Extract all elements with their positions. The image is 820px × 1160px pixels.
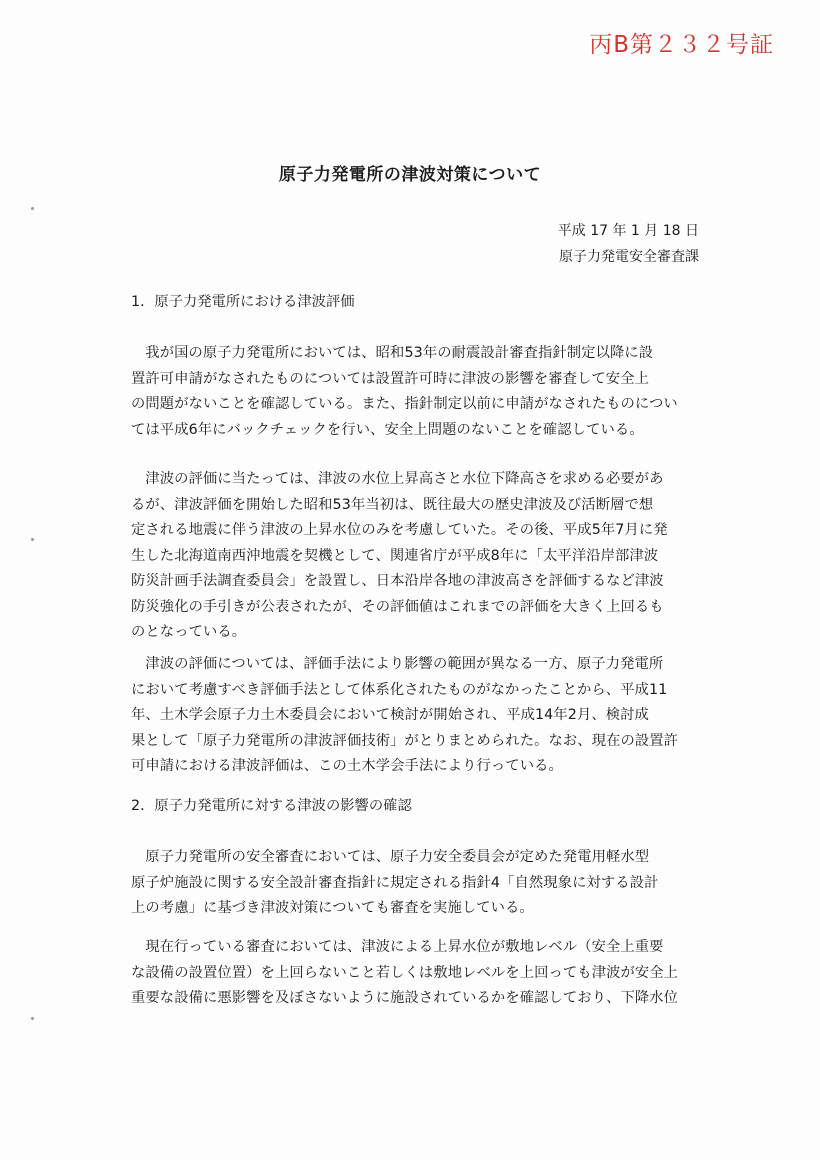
exhibit-stamp: 丙B第２３２号証 <box>589 32 774 58</box>
paragraph-line: 生した北海道南西沖地震を契機として、関連省庁が平成8年に「太平洋沿岸部津波 <box>131 547 659 564</box>
paragraph-line: 原子力発電所の安全審査においては、原子力安全委員会が定めた発電用軽水型 <box>145 849 650 865</box>
paragraph-line: 原子炉施設に関する安全設計審査指針に規定される指針4「自然現象に対する設計 <box>131 874 659 891</box>
paragraph-line: 我が国の原子力発電所においては、昭和53年の耐震設計審査指針制定以降に設 <box>145 345 654 361</box>
paragraph-line: 果として「原子力発電所の津波評価技術」がとりまとめられた。なお、現在の設置許 <box>131 732 679 749</box>
paragraph-line: 年、土木学会原子力土木委員会において検討が開始され、平成14年2月、検討成 <box>131 707 649 723</box>
paragraph-line: の問題がないことを確認している。また、指針制定以前に申請がなされたものについ <box>131 396 678 412</box>
document-meta <box>558 218 699 270</box>
section-1-paragraph-2 <box>131 467 693 646</box>
section-1-paragraph-3 <box>131 652 693 780</box>
paragraph-line: るが、津波評価を開始した昭和53年当初は、既往最大の歴史津波及び活断層で想 <box>131 496 654 513</box>
scan-speck <box>31 207 34 210</box>
paragraph-line: な設備の設置位置）を上回らないこと若しくは敷地レベルを上回っても津波が安全上 <box>131 964 679 981</box>
paragraph-line: 防災強化の手引きが公表されたが、その評価値はこれまでの評価を大きく上回るも <box>131 598 664 615</box>
paragraph-line: 置許可申請がなされたものについては設置許可時に津波の影響を審査して安全上 <box>131 370 649 387</box>
scan-speck <box>31 1017 34 1020</box>
issuing-organization: 原子力発電安全審査課 <box>559 249 699 265</box>
scan-speck <box>31 538 34 541</box>
paragraph-line: ては平成6年にバックチェックを行い、安全上問題のないことを確認している。 <box>131 421 644 438</box>
section-2-paragraph-1 <box>131 845 693 922</box>
paragraph-line: 現在行っている審査においては、津波による上昇水位が敷地レベル（安全上重要 <box>145 939 664 955</box>
paragraph-line: において考慮すべき評価手法として体系化されたものがなかったことから、平成11 <box>131 681 668 698</box>
paragraph-line: 定される地震に伴う津波の上昇水位のみを考慮していた。その後、平成5年7月に発 <box>131 522 668 538</box>
section-1-heading: 1．原子力発電所における津波評価 <box>131 294 355 310</box>
paragraph-line: のとなっている。 <box>131 624 247 640</box>
section-2-paragraph-2 <box>131 935 693 1012</box>
paragraph-line: 可申請における津波評価は、この土木学会手法により行っている。 <box>131 758 563 774</box>
section-1-paragraph-1 <box>131 341 693 443</box>
document-date: 平成 17 年 1 月 18 日 <box>557 223 699 239</box>
paragraph-line: 防災計画手法調査委員会」を設置し、日本沿岸各地の津波高さを評価するなど津波 <box>131 573 664 589</box>
paragraph-line: 津波の評価については、評価手法により影響の範囲が異なる一方、原子力発電所 <box>145 656 664 672</box>
paragraph-line: 重要な設備に悪影響を及ぼさないように施設されているかを確認しており、下降水位 <box>131 990 679 1006</box>
document-title: 原子力発電所の津波対策について <box>278 165 542 185</box>
paragraph-line: 上の考慮」に基づき津波対策についても審査を実施している。 <box>131 900 534 916</box>
section-2-heading: 2．原子力発電所に対する津波の影響の確認 <box>131 798 412 814</box>
paragraph-line: 津波の評価に当たっては、津波の水位上昇高さと水位下降高さを求める必要があ <box>145 471 664 487</box>
